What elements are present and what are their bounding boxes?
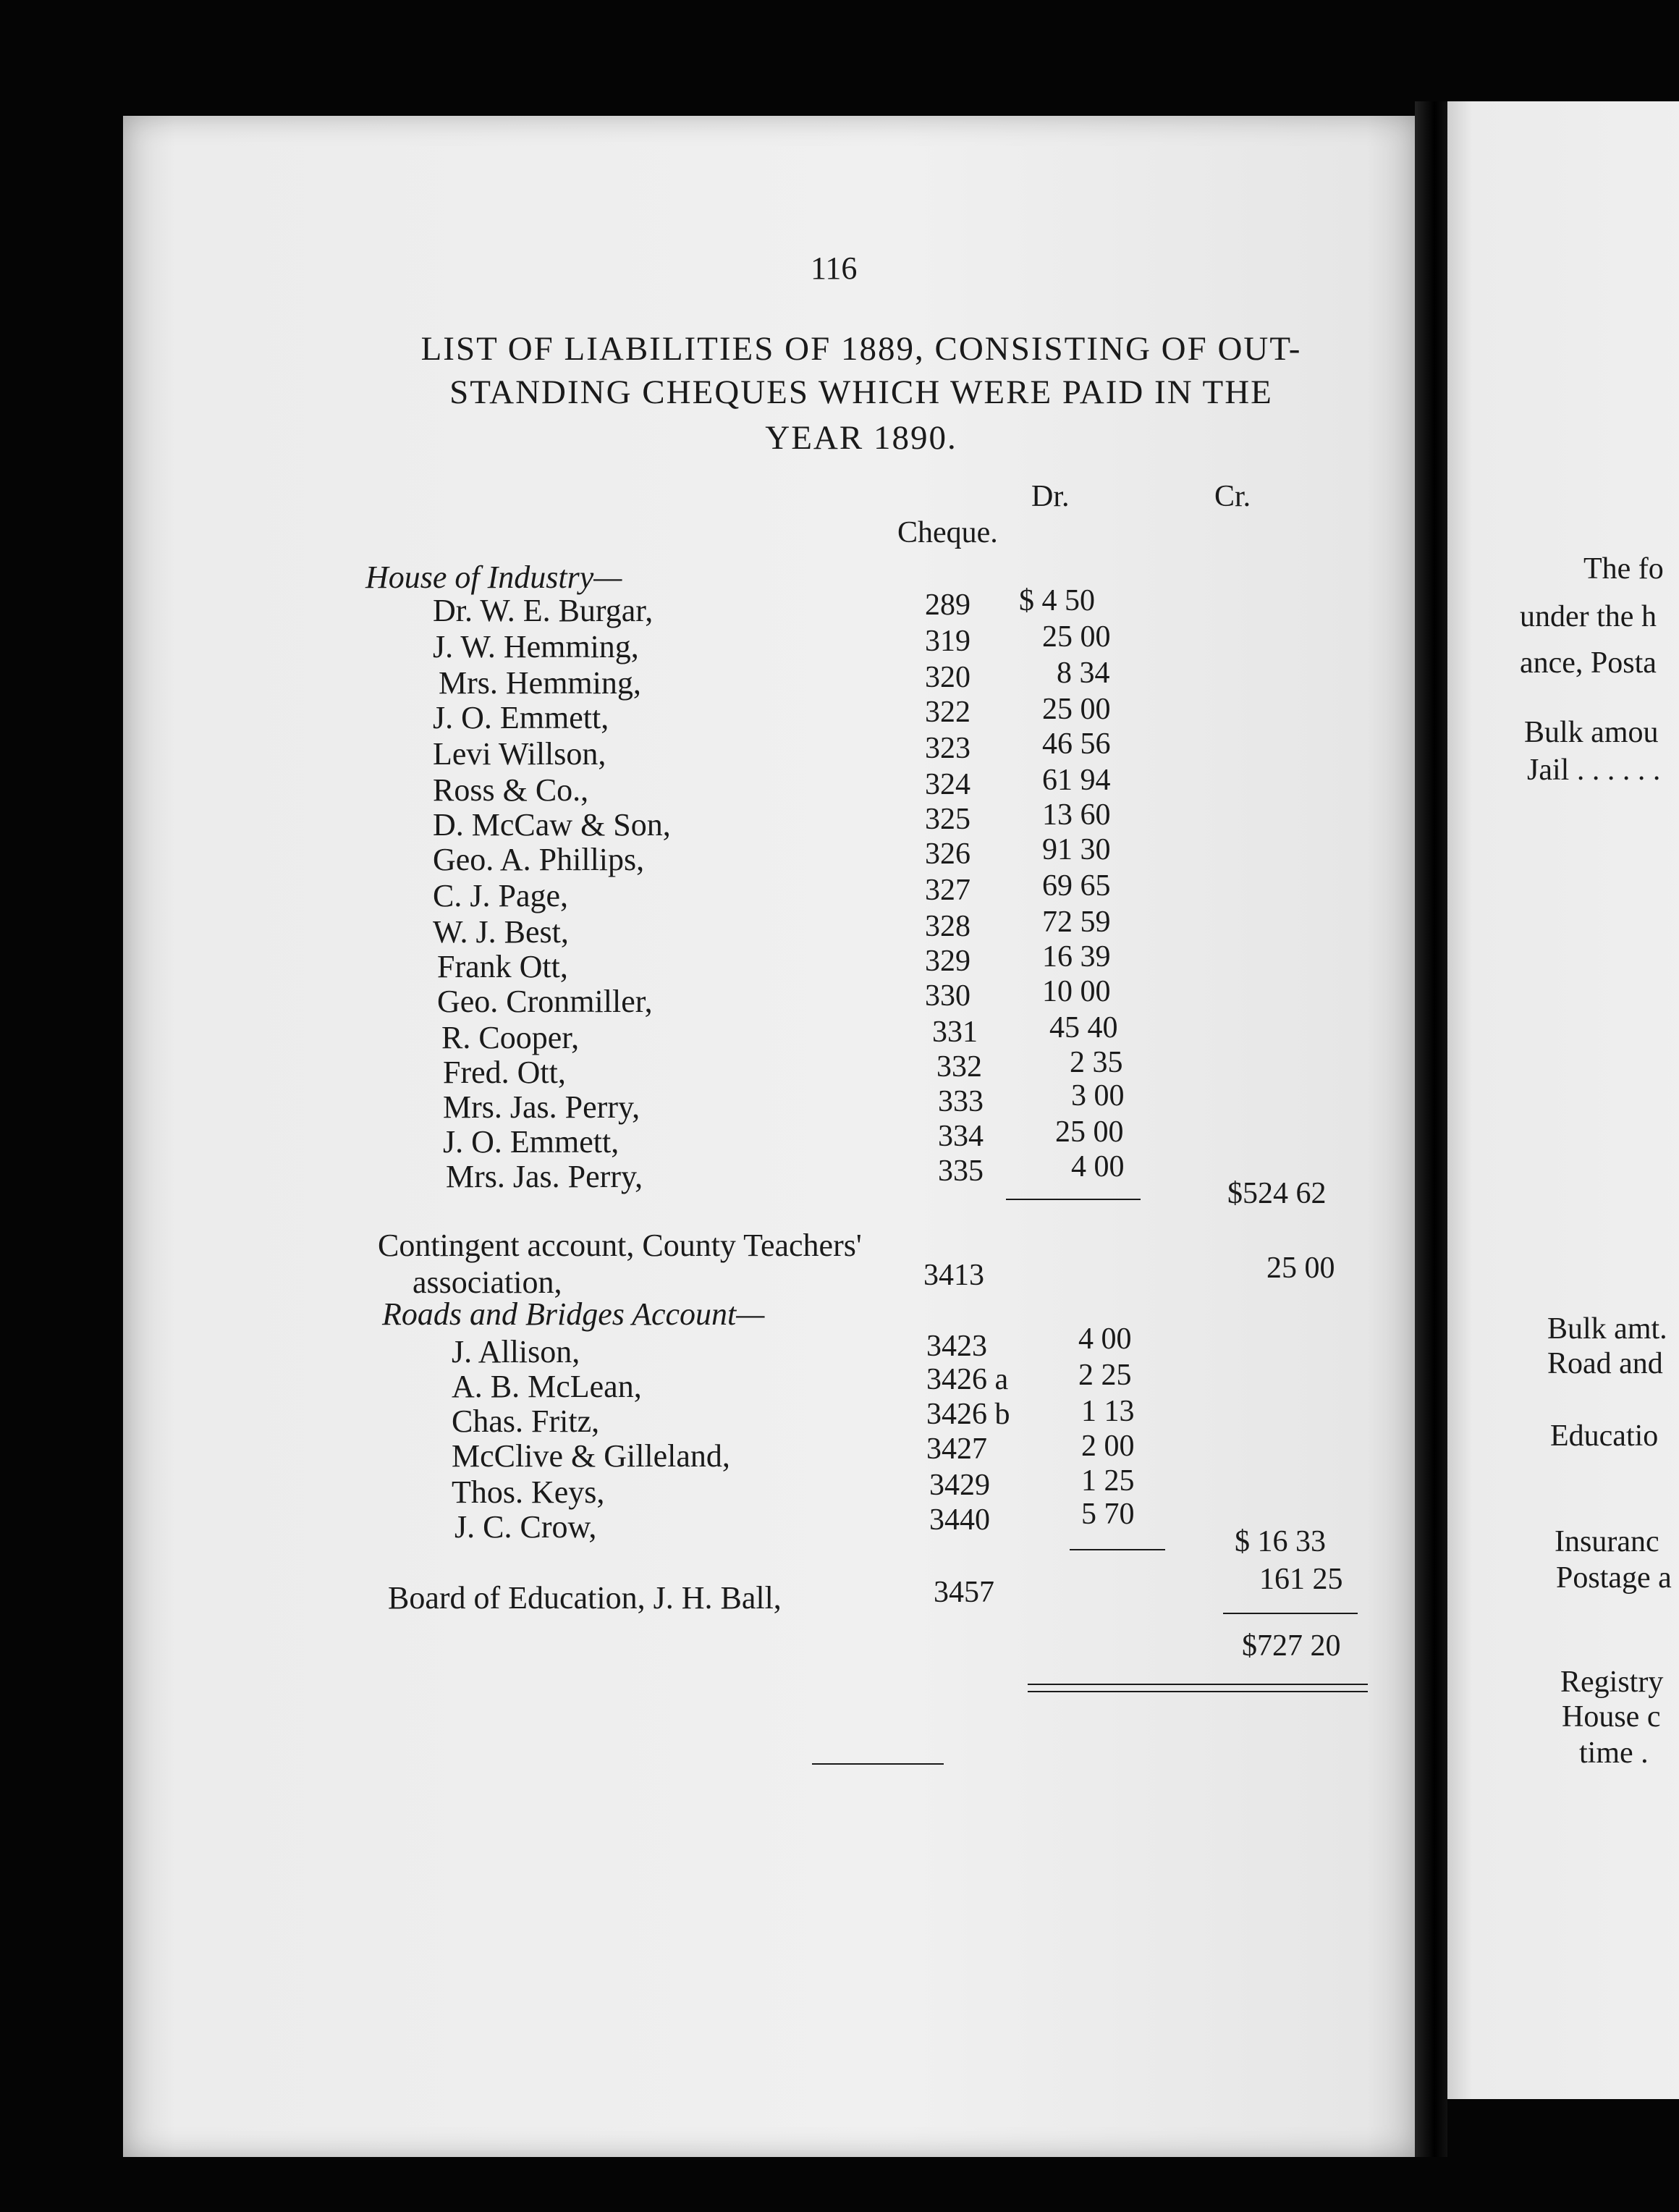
- dr-amount: 4 00: [1078, 1322, 1132, 1356]
- dr-amount: 1 25: [1081, 1464, 1135, 1498]
- dr-amount: 2 00: [1081, 1430, 1135, 1463]
- dr-amount: 25 00: [1042, 620, 1111, 654]
- payee-name: J. W. Hemming,: [433, 629, 639, 664]
- cheque-number: 320: [925, 661, 970, 694]
- dr-amount: 25 00: [1042, 693, 1111, 726]
- board-of-education-cr: 161 25: [1259, 1563, 1343, 1596]
- payee-name: A. B. McLean,: [452, 1369, 642, 1404]
- payee-name: Fred. Ott,: [443, 1055, 566, 1090]
- contingent-cr: 25 00: [1266, 1251, 1335, 1285]
- payee-name: C. J. Page,: [433, 878, 568, 913]
- cheque-number: 322: [925, 696, 970, 729]
- dr-amount: 1 13: [1081, 1395, 1135, 1428]
- dr-amount: $ 4 50: [1019, 584, 1095, 617]
- page-number: 116: [811, 250, 858, 286]
- title-line-3: YEAR 1890.: [765, 419, 957, 457]
- title-line-2: STANDING CHEQUES WHICH WERE PAID IN THE: [449, 373, 1273, 411]
- dr-amount: 2 25: [1078, 1359, 1132, 1392]
- cheque-number: 3426 b: [926, 1398, 1010, 1431]
- right-page: [1447, 101, 1679, 2099]
- dr-amount: 61 94: [1042, 764, 1111, 797]
- cheque-number: 335: [938, 1154, 984, 1188]
- cheque-number: 327: [925, 874, 970, 907]
- right-fragment: Insuranc: [1555, 1525, 1659, 1558]
- payee-name: Mrs. Jas. Perry,: [446, 1159, 643, 1194]
- dr-amount: 16 39: [1042, 940, 1111, 974]
- right-fragment: Bulk amt.: [1547, 1312, 1667, 1346]
- board-of-education-cheque: 3457: [934, 1576, 994, 1609]
- dr-amount: 45 40: [1049, 1011, 1118, 1044]
- dr-amount: 72 59: [1042, 906, 1111, 939]
- payee-name: J. O. Emmett,: [433, 700, 609, 735]
- cheque-number: 289: [925, 588, 970, 622]
- dr-amount: 8 34: [1057, 657, 1110, 690]
- payee-name: Geo. Cronmiller,: [437, 984, 653, 1019]
- dr-amount: 91 30: [1042, 833, 1111, 866]
- dr-amount: 69 65: [1042, 869, 1111, 903]
- payee-name: Thos. Keys,: [452, 1474, 605, 1510]
- cheque-number: 325: [925, 803, 970, 836]
- dr-amount: 10 00: [1042, 975, 1111, 1008]
- right-fragment: House c: [1562, 1700, 1661, 1734]
- right-fragment: under the h: [1520, 600, 1657, 633]
- dr-amount: 5 70: [1081, 1498, 1135, 1531]
- cheque-number: 319: [925, 625, 970, 658]
- right-fragment: Bulk amou: [1524, 716, 1659, 749]
- right-fragment: Educatio: [1550, 1419, 1659, 1453]
- book-gutter: [1415, 101, 1447, 2157]
- right-fragment: Jail . . . . . .: [1527, 753, 1661, 787]
- cheque-number: 3427: [926, 1432, 987, 1466]
- grand-total: $727 20: [1242, 1629, 1341, 1663]
- dr-amount: 4 00: [1071, 1150, 1125, 1183]
- cheque-number: 329: [925, 945, 970, 978]
- payee-name: Mrs. Jas. Perry,: [443, 1089, 640, 1125]
- payee-name: Levi Willson,: [433, 736, 606, 772]
- payee-name: Mrs. Hemming,: [439, 665, 641, 701]
- right-fragment: ance, Posta: [1520, 646, 1657, 680]
- dr-amount: 46 56: [1042, 727, 1111, 761]
- cheque-number: 326: [925, 837, 970, 871]
- payee-name: Ross & Co.,: [433, 772, 589, 808]
- board-of-education-name: Board of Education, J. H. Ball,: [388, 1580, 782, 1616]
- right-fragment: Road and: [1547, 1347, 1663, 1380]
- right-fragment: Postage a: [1556, 1561, 1672, 1595]
- payee-name: J. C. Crow,: [454, 1509, 597, 1545]
- double-rule-top: [1028, 1684, 1368, 1685]
- dr-amount: 2 35: [1070, 1046, 1123, 1079]
- title-line-1: LIST OF LIABILITIES OF 1889, CONSISTING OF OUT-: [420, 330, 1302, 368]
- double-rule-bottom: [1028, 1691, 1368, 1692]
- house-of-industry-total: $524 62: [1227, 1177, 1327, 1210]
- payee-name: Dr. W. E. Burgar,: [433, 593, 654, 628]
- right-fragment: The fo: [1583, 552, 1664, 586]
- payee-name: Chas. Fritz,: [452, 1403, 600, 1439]
- payee-name: D. McCaw & Son,: [433, 807, 671, 843]
- payee-name: Geo. A. Phillips,: [433, 842, 645, 877]
- cheque-number: 323: [925, 732, 970, 765]
- dr-amount: 3 00: [1071, 1079, 1125, 1113]
- cr-header: Cr.: [1214, 480, 1251, 513]
- cheque-number: 331: [932, 1016, 978, 1049]
- contingent-line-1: Contingent account, County Teachers': [378, 1228, 862, 1263]
- cheque-number: 3423: [926, 1330, 987, 1363]
- payee-name: J. O. Emmett,: [443, 1124, 619, 1160]
- payee-name: J. Allison,: [452, 1334, 580, 1369]
- subtotal-rule: [1006, 1199, 1141, 1200]
- cheque-number: 328: [925, 910, 970, 943]
- dr-amount: 25 00: [1055, 1115, 1124, 1149]
- roads-and-bridges-total: $ 16 33: [1235, 1525, 1326, 1558]
- cheque-number: 330: [925, 979, 970, 1013]
- payee-name: Frank Ott,: [437, 949, 568, 984]
- cheque-number: 333: [938, 1085, 984, 1118]
- cheque-number: 334: [938, 1120, 984, 1153]
- payee-name: W. J. Best,: [433, 914, 569, 950]
- cheque-number: 324: [925, 768, 970, 801]
- right-fragment: time .: [1579, 1736, 1649, 1770]
- payee-name: R. Cooper,: [441, 1020, 580, 1055]
- dr-amount: 13 60: [1042, 798, 1111, 832]
- cheque-number: 3440: [929, 1503, 990, 1537]
- payee-name: McClive & Gilleland,: [452, 1438, 730, 1474]
- contingent-cheque: 3413: [923, 1259, 984, 1292]
- closing-rule: [812, 1763, 944, 1765]
- subtotal-rule: [1070, 1549, 1165, 1550]
- cheque-number: 3429: [929, 1469, 990, 1502]
- right-fragment: Registry: [1560, 1666, 1664, 1699]
- contingent-line-2: association,: [413, 1265, 562, 1300]
- section-house-of-industry: House of Industry—: [365, 560, 622, 595]
- cheque-number: 3426 a: [926, 1363, 1009, 1396]
- cheque-header: Cheque.: [897, 516, 998, 549]
- dr-header: Dr.: [1031, 480, 1070, 513]
- grand-total-rule: [1223, 1613, 1358, 1614]
- cheque-number: 332: [936, 1050, 982, 1084]
- section-roads-and-bridges: Roads and Bridges Account—: [382, 1296, 765, 1332]
